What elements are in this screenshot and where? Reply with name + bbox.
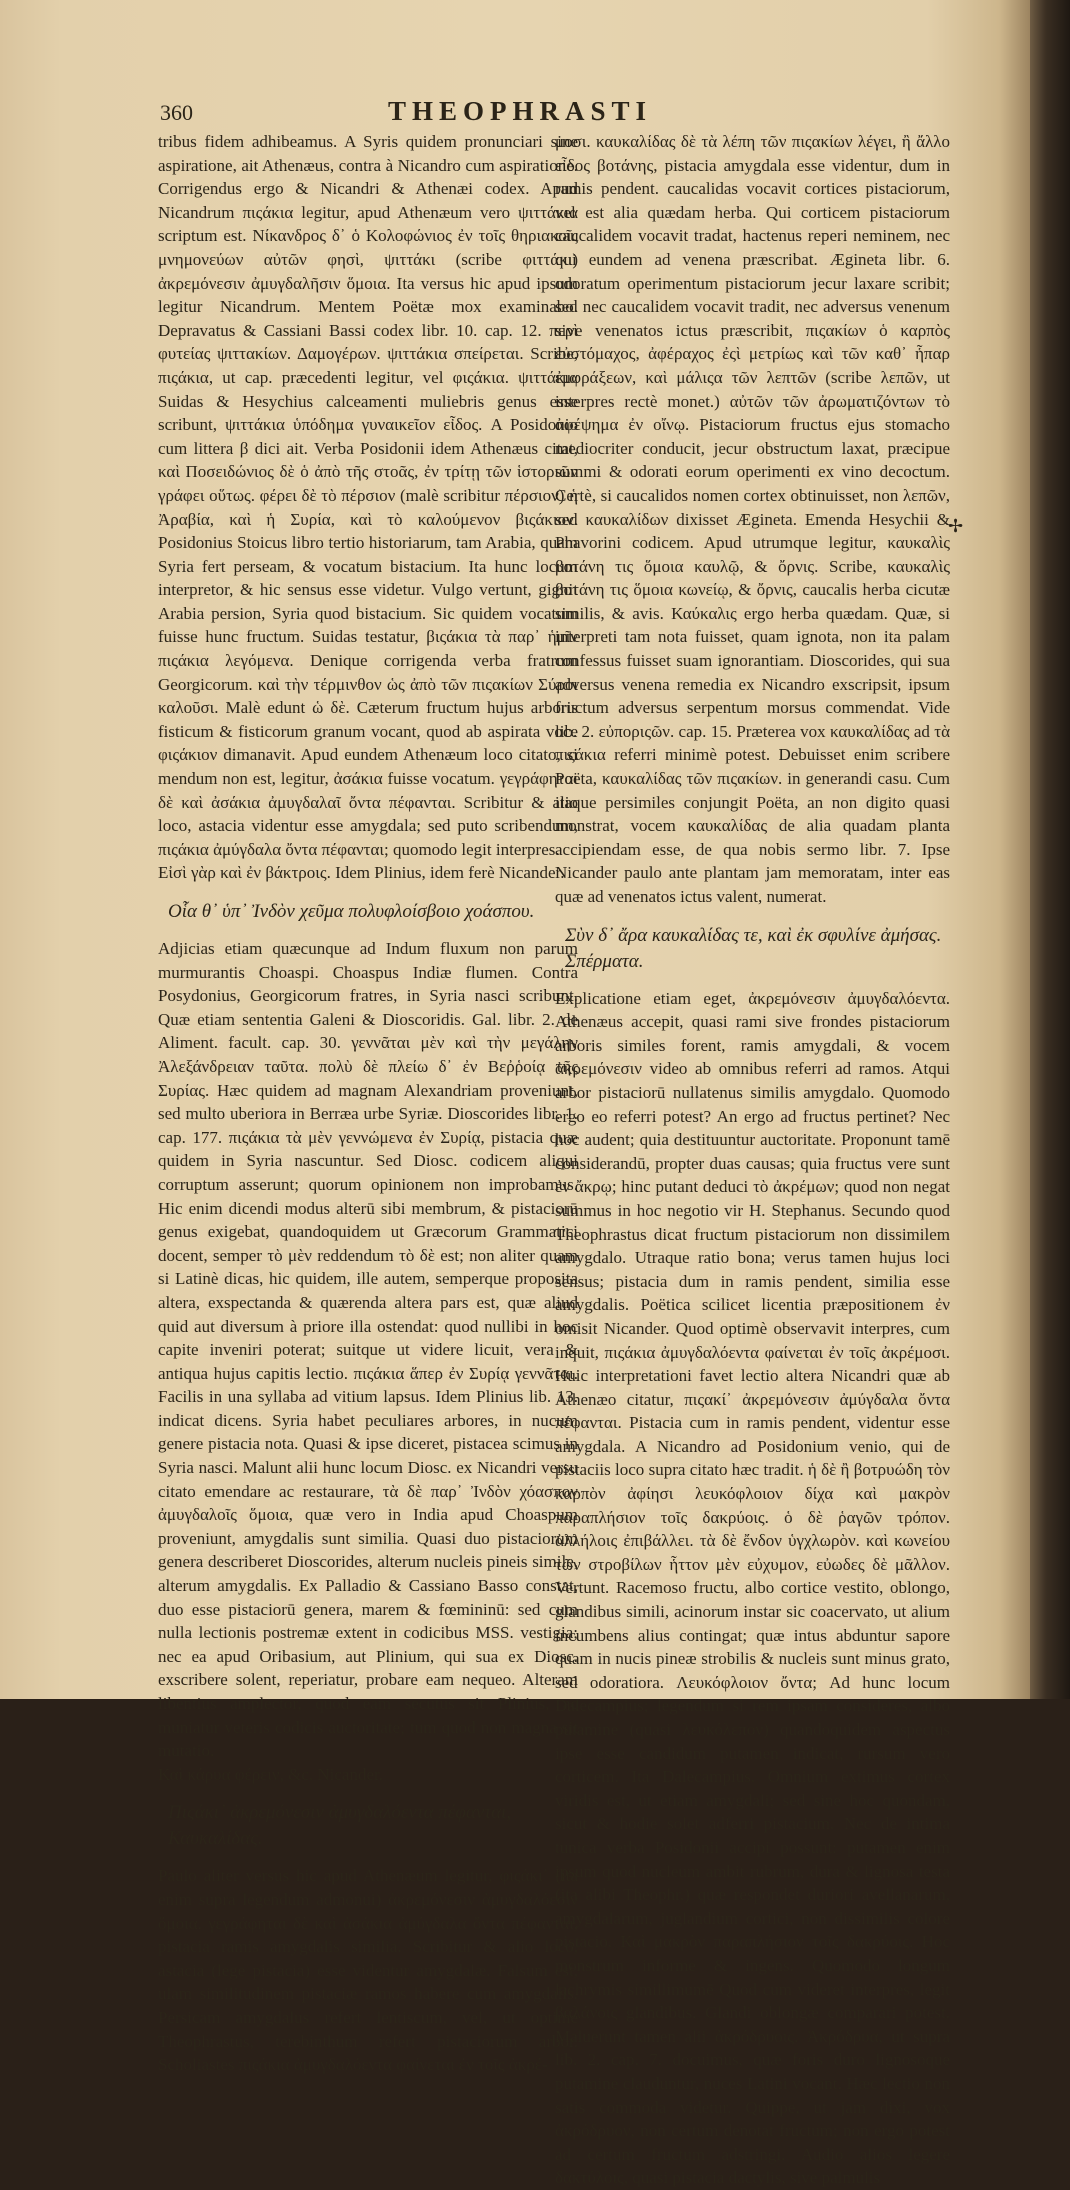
paragraph: Adjicias etiam quæcunque ad Indum fluxum non parum murmurantis Choaspi. Choaspus Indiæ flumen. Contra Posydonius, Georgicorum fratres, in Syria nasci scribunt. Quæ etiam sententia Galeni & Dioscoridis. Gal. libr. 2. de Aliment. facult. cap. 30. γεννᾶται μὲν καὶ τὴν μεγάλην Ἀλεξάνδρειαν ταῦτα. πολὺ δὲ πλείω δ᾽ ἐν Βεῤῥοίᾳ τῆς Συρίας. Hæc quidem ad magnam Alexandriam proveniunt, sed multo uberiora in Berræa urbe Syriæ. Dioscorides libr. 1. cap. 177. πιςάκια τὰ μὲν γεννώμενα ἐν Συρίᾳ, pistacia quæ quidem in Syria nascuntur. Sed Diosc. codicem aliqui corruptum asserunt; quorum opinionem non improbamus. Hic enim dicendi modus alterū sibi membrum, & pistaciorū genus exigebat, quandoquidem ut Græcorum Grammatici docent, semper τὸ μὲν reddendum τὸ δὲ est; non aliter quam si Latinè dicas, hic quidem, ille autem, semperque proposita altera, exspectanda & quærenda altera pars est, quæ aliud quid aut diversum à priore illa ostendat: quod nullibi in hoc capite inveniri poterat; suitque ut videre licuit, vera & antiqua hujus capitis lectio. πιςάκια ἅπερ ἐν Συρίᾳ γεννᾶται. Facilis in una syllaba ad vitium lapsus. Idem Plinius lib. 13. indicat dicens. Syria habet peculiares arbores, in nucum genere pistacia nota. Quasi & ipse diceret, pistacea scimus in Syria nasci. Malunt alii hunc locum Diosc. ex Nicandri versu citato emendare ac restaurare, τὰ δὲ παρ᾽ Ἰνδὸν χόασπον ἀμυγδαλοῖς ὅμοια, quæ vero in India apud Choaspum proveniunt, amygdalis sunt similia. Quasi duo pistaciorum genera describeret Dioscorides, alterum nucleis pineis simile, alterum amygdalis. Ex Palladio & Cassiano Basso constat, duo esse pistaciorū genera, marem & fœmininū: sed cum nulla lectionis postremæ extent in codicibus MSS. vestigia; nec ea apud Oribasium, aut Plinium, qui sua ex Diosc. exscribere solent, reperiatur, probare eam nequeo. Alteram libentius amplector, quod eam secutus sit Plinius, ac muniatur veteris codicis auctoritate; tum quod non magna sit mutatio. — [158, 939, 578, 1761]
book-gutter — [1030, 0, 1070, 1699]
verse-quotation: Σὺν δ᾽ ἄρα καυκαλίδας τε, καὶ ἐκ σφυλίνε ἀμήσας. Σπέρματα. — [565, 924, 942, 972]
paragraph: Paulo aliter versus hic apud Athenæum legitur, φιςάκι᾽ (ita enim supra legendum admonui) ἀκρεμόνεσιν ἀμυγδαλόεσιν ὅμοια. γεγράφηται δὲ καὶ ἀσάκια ἀμύγδαλα ὄντα πέφανται, pistacia ramis amygdalis similia. Scribitur & alio loco, astacia (lege pistacia) esse videntur amygdalæ. Falsum est, ulam similitudinem pistaciæ ramos habere cum amygdalis. Persicam amygdalus refert lentiscum, vel, ut optime Theophrastus, terebinthum refert pistaciorum arbor. Scholiastes πιςάκια ἀμυγδαλόεντα φαίνεται ἐν τοῖς ἀκρέ- — [158, 1866, 578, 2075]
paragraph: μοσι. καυκαλίδας δὲ τὰ λέπη τῶν πιςακίων λέγει, ἢ ἄλλο εἶδος βοτάνης, pistacia amygdala esse videntur, dum in ramis pendent. caucalidas vocavit cortices pistaciorum, vel est alia quædam herba. Qui corticem pistaciorum caucalidem vocavit tradat, hactenus reperi neminem, nec qui eundem ad venena præscribat. Ægineta libr. 6. odoratum operimentum pistaciorum jecur laxare scribit; sed nec caucalidem vocavit tradit, nec adversus venenum sive venenatos ictus præscribit, πιςακίων ὁ καρπὸς εὐστόμαχος, ἀφέραχος ἐςὶ μετρίως καὶ τῶν καθ᾽ ἧπαρ ἐμφράξεων, καὶ μάλιςα τῶν λεπτῶν (scribe λεπῶν, ut interpres rectè monet.) αὐτῶν τῶν ἀρωματιζόντων τὸ ἀφέψημα ἐν οἴνῳ. Pistaciorum fructus ejus stomacho mediocriter conducit, jecur obstructum laxat, præcipue summi & odorati eorum operimenti ex vino decoctum. Certè, si caucalidos nomen cortex obtinuisset, non λεπῶν, sed καυκαλίδων dixisset Ægineta. Emenda Hesychii & Phavorini codicem. Apud utrumque legitur, καυκαλὶς βοτάνη τις ὅμοια καυλῷ, & ὄρνις. Scribe, καυκαλὶς βοτάνη τις ὅμοια κωνείῳ, & ὄρνις, caucalis herba cicutæ similis, & avis. Καύκαλις ergo herba quædam. Quæ, si interpreti tam nota fuisset, quam ignota, non ita palam confessus fuisset suam ignorantiam. Dioscorides, qui sua adversus venena remedia ex Nicandro exscripsit, ipsum fructum adversus serpentum morsus commendat. Vide lib. 2. εὐποριςῶν. cap. 15. Præterea vox καυκαλίδας ad τὰ πιςάκια referri minimè potest. Debuisset enim scribere Poëta, καυκαλίδας τῶν πιςακίων. in generandi casu. Cum itaque persimiles conjungit Poëta, an non digito quasi monstrat, vocem καυκαλίδας de alia quadam planta accipiendam esse, de qua nobis sermo libr. 7. Ipse Nicander paulo ante plantam jam memoratam, inter eas quæ ad venenatos ictus valent, numerat. — [555, 132, 950, 906]
verse-quotation: Οἷα θ᾽ ὑπ᾽ Ἰνδὸν χεῦμα πολυφλοίσβοιο χοάσπου. — [168, 901, 535, 922]
verse-quotation: Πιςάκι᾽ ἀκρεμόνεσιν ἀμυγδαλόεντα πέφανται, Καυκαλίδας. — [168, 1802, 512, 1850]
page-number: 360 — [160, 100, 193, 125]
running-head: THEOPHRASTI — [388, 96, 653, 126]
paragraph: Explicatione etiam eget, ἀκρεμόνεσιν ἀμυγδαλόεντα. Athenæus accepit, quasi rami sive frondes pistaciorum arboris similes forent, ramis amygdali, & vocem ἀκρεμόνεσιν video ab omnibus referri ad ramos. Atqui arbor pistaciorū nullatenus similis amygdalo. Quomodo ergo eo referri potest? An ergo ad fructus pertinet? Nec hoc audent; quia destituuntur auctoritate. Proponunt tamē considerandū, propter duas causas; quia fructus vere sunt ἐν ἄκρῳ; hinc putant deduci τὸ ἀκρέμων; quod non negat summus in hoc negotio vir H. Stephanus. Secundo quod Theophrastus dicat fructum pistaciorum non dissimilem amygdalo. Utraque ratio bona; verus tamen hujus loci sensus; pistacia dum in ramis pendent, similia esse amygdalis. Poëtica scilicet licentia præpositionem ἐν omisit Nicander. Quod optimè observavit interpres, cum inquit, πιςάκια ἀμυγδαλόεντα φαίνεται ἐν τοῖς ἀκρέμοσι. Huic interpretationi favet lectio altera Nicandri quæ ab Athenæo citatur, πιςακί᾽ ἀκρεμόνεσιν ἀμύγδαλα ὄντα πέφανται. Pistacia cum in ramis pendent, videntur esse amygdala. A Nicandro ad Posidonium venio, qui de pistaciis loco supra citato hæc tradit. ἡ δὲ ἢ βοτρυώδη τὸν καρπὸν ἀφίησι λευκόφλοιον δίχα καὶ μακρὸν παραπλήσιον τοῖς δακρύοις. ὁ δὲ ῥαγῶν τρόπον. ἀλλήλοις ἐπιβάλλει. τὰ δὲ ἔνδον ὑγχλωρὸν. καὶ κωνείου τῶν στροβίλων ἧττον μὲν εὐχυμον, εὐωδες δὲ μᾶλλον. Vertunt. Racemoso fructu, albo cortice vestito, oblongo, glandibus simili, acinorum instar sic coacervato, ut alium incumbens alius contingat; quæ intus abduntur sapore quam in nucis pineæ strobilis & nucleis sunt minus grato, sed odoratiora. Λευκόφλοιον ὄντα; Ad hunc locum Dalecampius; legendum si rem ipsam consideres, albo putamine (quasi λευκόλεπον) quandoquidem aspectus ipse esse candidum putamen indicat, rursum vero corticem. Ita Dalecampius. Omnium extimus cortex viridis est, ut etiam amygdali; sed sine hoc quondam, sicut & hodie solet adferri pistacium. Nec de intima tunica verba Posidonii accipi possunt: putamen enim ipsum quod nucleum ambit rubrum, dura & lignosa testa (ita alibi Theophr.) quæ respondet duriori avellanarum, amygdalarum, juglandium cortici, non dissimilis colore pistacio. Καὶ μακρὸν παραπλήσιον τοῖς δακρύοις. Hoc monstrum informe & ingens. Quomodo longum lachrymis simillimumē Quod cum videret interpres, legit βαλάνοις glandibus. Glandi oblongæ comparari potest. Maluerunt tamen alii ἀκρόδρυοις. Ἀκρόδρυα, ut supra lib. 2. cap. 7. docuimus, quæ foris duro lignosoque putamine clauduntur, nuces Latini vocant. Hæc lectio non satis commoda videtur. Quippe, ut jam dixi, vox ἀκρόδρυον, non certum denotat fructum; non ergo potest ad certum fructum adstringi. Audio alios legere δακτύλοις, quasi pistacia dactylis, sive palmulis — [555, 988, 950, 2188]
margin-mark-icon: ✢ — [948, 516, 964, 536]
citation-line: Εἰσὶ γὰρ καὶ ἐν βάκτροις. Idem Plinius, idem ferè Nicander. — [158, 863, 565, 883]
right-column — [555, 130, 950, 2188]
paragraph: tribus fidem adhibeamus. A Syris quidem pronunciari sine aspiratione, ait Athenæus, contra à Nicandro cum aspiratione. Corrigendus ergo & Nicandri & Athenæi codex. Apud Nicandrum πιςάκια legitur, apud Athenæum vero ψιττάκια scriptum est. Νίκανδρος δ᾽ ὁ Κολοφώνιος ἐν τοῖς θηριακοῖς μνημονεύων αὐτῶν φησὶ, ψιττάκι (scribe φιττάκι) ἀκρεμόνεσιν ἀμυγδαλῆσιν ὅμοια. Ita versus hic apud ipsum legitur Nicandrum. Mentem Poëtæ mox examinabo. Depravatus & Cassiani Bassi codex libr. 10. cap. 12. περὶ φυτείας ψιττακίων. Δαμογέρων. ψιττάκια σπείρεται. Scribe, πιςάκια, ut cap. præcedenti legitur, vel φιςάκια. ψιττάκια Suidas & Hesychius calceamenti muliebris genus esse scribunt, ψιττάκια ὑπόδημα γυναικεῖον εἶδος. A Posidonio cum littera β dici ait. Verba Posidonii idem Athenæus citat, καὶ Ποσειδώνιος δὲ ὁ ἀπὸ τῆς στοᾶς, ἐν τρίτῃ τῶν ἱστοριῶν γράφει οὕτως. φέρει δὲ τὸ πέρσιον (malè scribitur πέρσιον) ἡ Ἀραβία, καὶ ἡ Συρία, καὶ τὸ καλούμενον βιςάκιον. Posidonius Stoicus libro tertio historiarum, tam Arabia, quam Syria fert perseam, & vocatum bistacium. Ita hunc locum interpretor, & hic sensus esse videtur. Vulgo vertunt, gignit Arabia persion, Syria quod bistacium. Sic quidem vocatum fuisse hunc fructum. Suidas testatur, βιςάκια τὰ παρ᾽ ἡμῖν πιςάκια λεγόμενα. Denique corrigenda verba fratrum Georgicorum. καὶ τὴν τέρμινθον ὡς ἀπὸ τῶν πιςακίων Σύροι καλοῦσι. Malè edunt ὡ δὲ. Cæterum fructum hujus arboris fisticum & fisticorum granum vocant, quod ab aspirata voce φιςάκιον dimanavit. Apud eundem Athenæum loco citato, si mendum non est, legitur, ἀσάκια fuisse vocatum. γεγράφηται δὲ καὶ ἀσάκια ἀμυγδαλαῖ ὄντα πέφανται. Scribitur & alio loco, astacia videntur esse amygdala; sed puto scribendum, πιςάκια ἀμύγδαλα ὄντα πέφανται; quomodo legit interpres. — [158, 132, 578, 859]
page-header — [160, 96, 1000, 130]
citation-line: Καὶ κάρυα φέρειν, &c. Nicander. — [158, 1764, 383, 1784]
left-column — [158, 130, 578, 2075]
